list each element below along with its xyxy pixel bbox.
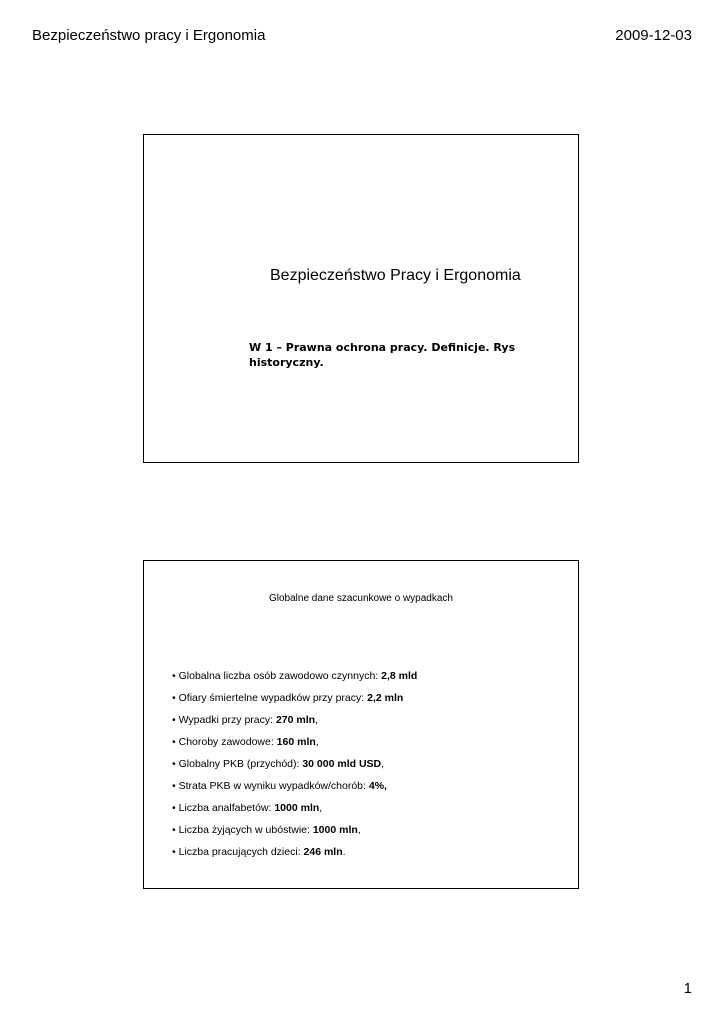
item-label: Ofiary śmiertelne wypadków przy pracy: <box>178 692 368 704</box>
item-suffix: , <box>319 802 323 814</box>
item-value: 1000 mln <box>312 824 358 836</box>
item-suffix: , <box>315 714 318 726</box>
bullet-mark: • <box>172 802 176 814</box>
item-value: 30 000 mld USD <box>302 758 382 770</box>
item-value: 2,2 mln <box>367 692 404 704</box>
item-suffix: . <box>342 846 346 858</box>
item-label: Choroby zawodowe: <box>178 736 277 748</box>
bullet-mark: • <box>172 670 176 682</box>
item-label: Liczba pracujących dzieci: <box>178 846 304 858</box>
list-item <box>172 775 417 797</box>
item-suffix: , <box>357 824 361 836</box>
list-item <box>172 709 417 731</box>
list-item <box>172 687 417 709</box>
item-label: Wypadki przy pracy: <box>178 714 276 726</box>
item-label: Liczba analfabetów: <box>178 802 275 814</box>
slide-1 <box>143 134 579 463</box>
item-value: 2,8 mld <box>381 670 418 682</box>
list-item <box>172 731 417 753</box>
item-value: 160 mln <box>276 736 316 748</box>
list-item <box>172 841 417 863</box>
header-title: Bezpieczeństwo pracy i Ergonomia <box>32 27 266 44</box>
item-suffix: , <box>315 736 319 748</box>
slide-2-title: Globalne dane szacunkowe o wypadkach <box>268 593 453 604</box>
page-number: 1 <box>683 980 692 997</box>
bullet-mark: • <box>172 846 176 858</box>
bullet-mark: • <box>172 714 176 726</box>
bullet-mark: • <box>172 758 176 770</box>
item-label: Globalna liczba osób zawodowo czynnych: <box>178 670 382 682</box>
list-item <box>172 797 417 819</box>
list-item <box>172 665 417 687</box>
list-item <box>172 753 417 775</box>
item-label: Strata PKB w wyniku wypadków/chorób: <box>178 780 369 792</box>
header-date: 2009-12-03 <box>615 27 692 44</box>
slide-1-subtitle: W 1 – Prawna ochrona pracy. Definicje. Rys historyczny. <box>249 341 516 369</box>
slide-1-title: Bezpieczeństwo Pracy i Ergonomia <box>270 267 521 284</box>
item-value: 270 mln <box>275 714 316 726</box>
item-value: 4%, <box>368 780 387 792</box>
bullet-mark: • <box>172 692 176 704</box>
item-suffix: , <box>381 758 385 770</box>
list-item <box>172 819 417 841</box>
item-label: Liczba żyjących w ubóstwie: <box>178 824 313 836</box>
item-value: 246 mln <box>303 846 343 858</box>
item-value: 1000 mln <box>274 802 320 814</box>
bullet-mark: • <box>172 736 176 748</box>
bullet-mark: • <box>172 780 176 792</box>
bullet-list <box>172 665 417 863</box>
slide-2 <box>143 560 579 889</box>
item-label: Globalny PKB (przychód): <box>178 758 303 770</box>
bullet-mark: • <box>172 824 176 836</box>
